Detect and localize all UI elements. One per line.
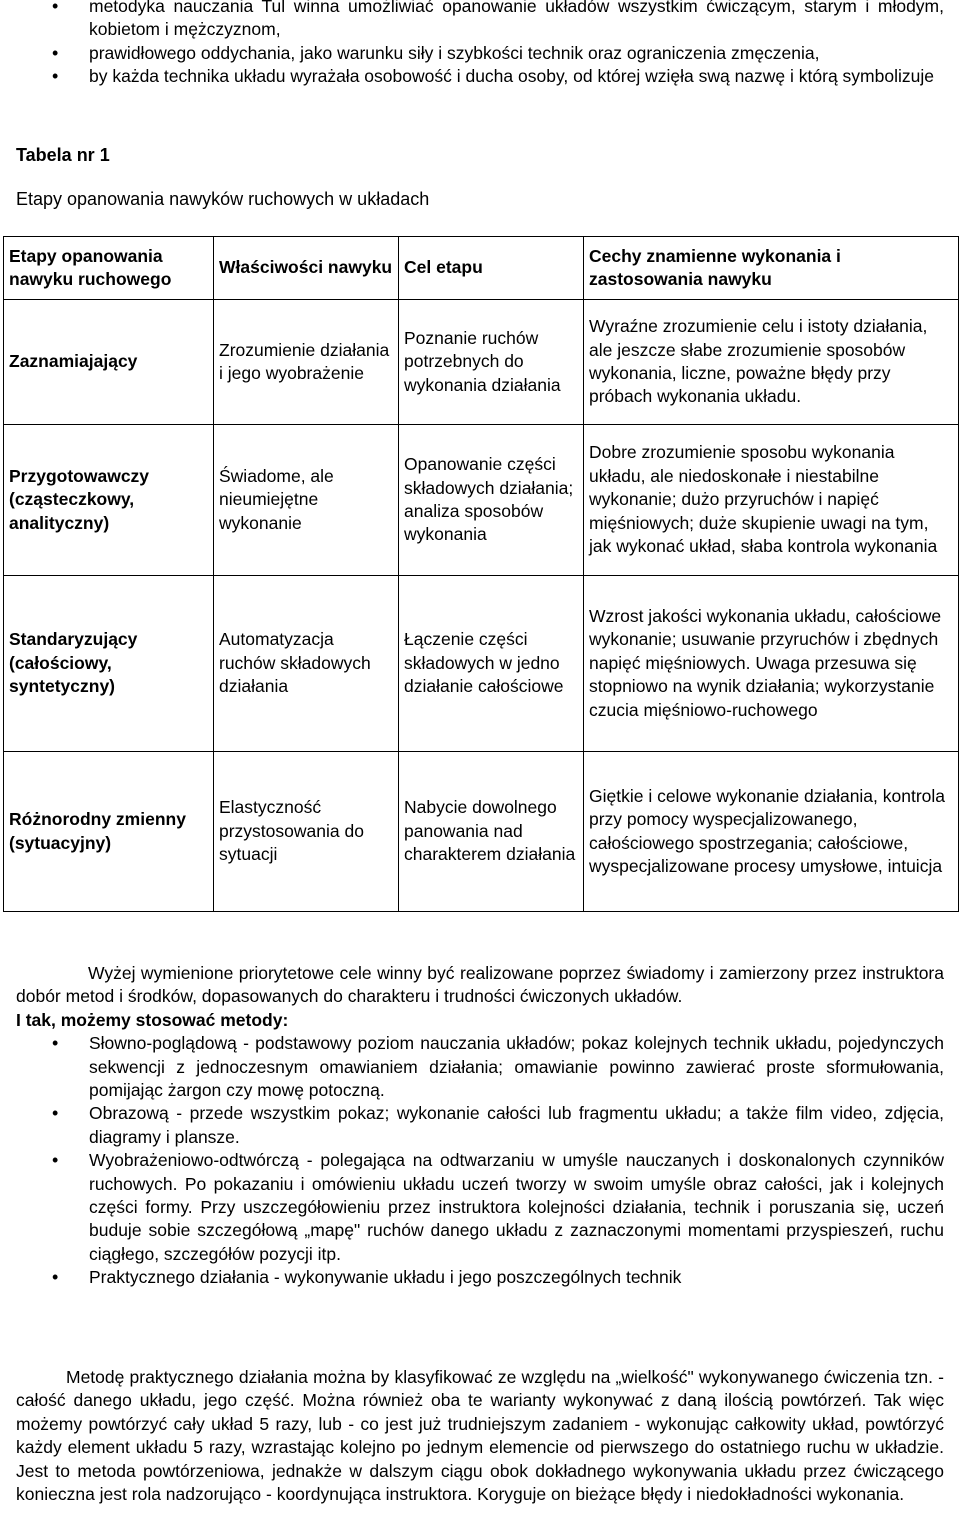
methods-list: [0, 1032, 960, 1289]
table-row: [4, 425, 959, 576]
property-cell: Automatyzacja ruchów składowych działania: [214, 576, 399, 752]
closing-section: [0, 1366, 960, 1506]
intro-paragraph: [0, 962, 960, 1009]
features-cell: Giętkie i celowe wykonanie działania, kontrola przy pomocy wyspecjalizowanego, całościowego spostrzegania; całościowe, wyspecjalizowane procesy umysłowe, intuicja: [584, 752, 959, 912]
methods-section: [0, 962, 960, 1290]
intro-paragraph-text: Wyżej wymienione priorytetowe cele winny być realizowane poprzez świadomy i zamierzony przez instruktora dobór metod i środków, dopasowanych do charakteru i trudności ćwiczonych układów.: [16, 963, 944, 1007]
stage-cell: Standaryzujący (całościowy, syntetyczny): [4, 576, 214, 752]
column-header-stages: Etapy opanowania nawyku ruchowego: [4, 237, 214, 300]
features-cell: Wyraźne zrozumienie celu i istoty działania, ale jeszcze słabe zrozumienie sposobów wykonania, liczne, poważne błędy przy próbach wykonania układu.: [584, 300, 959, 425]
goal-cell: Łączenie części składowych w jedno działanie całościowe: [399, 576, 584, 752]
table-row: [4, 752, 959, 912]
list-item: • Obrazową - przede wszystkim pokaz; wykonanie całości lub fragmentu układu; a także film video, zdjęcia, diagramy i plansze.: [0, 1102, 960, 1149]
goal-cell: Poznanie ruchów potrzebnych do wykonania działania: [399, 300, 584, 425]
stage-cell: Różnorodny zmienny (sytuacyjny): [4, 752, 214, 912]
features-cell: Dobre zrozumienie sposobu wykonania układu, ale niedoskonałe i niestabilne wykonanie; dużo przyruchów i napięć mięśniowych; duże skupienie uwagi na tym, jak wykonać układ, słaba kontrola wykonania: [584, 425, 959, 576]
goal-cell: Nabycie dowolnego panowania nad charakterem działania: [399, 752, 584, 912]
list-item: • Słowno-poglądową - podstawowy poziom nauczania układów; pokaz kolejnych technik układu, pojedynczych sekwencji z jednoczesnym omawianiem działania; omawianie powinno zawierać proste sformułowania, pomijając żargon czy mowę potoczną.: [0, 1032, 960, 1102]
table-row: [4, 576, 959, 752]
table-row: [4, 300, 959, 425]
column-header-properties: Właściwości nawyku: [214, 237, 399, 300]
list-item: • Praktycznego działania - wykonywanie układu i jego poszczególnych technik: [0, 1266, 960, 1289]
closing-paragraph: [0, 1366, 960, 1506]
list-item: • prawidłowego oddychania, jako warunku siły i szybkości technik oraz ograniczenia zmęczenia,: [0, 42, 960, 65]
methods-heading: I tak, możemy stosować metody:: [16, 1009, 289, 1030]
top-bullet-list: [0, 0, 960, 89]
table-caption: Etapy opanowania nawyków ruchowych w układach: [16, 189, 430, 209]
table-header-row: [4, 237, 959, 300]
list-item: • by każda technika układu wyrażała osobowość i ducha osoby, od której wzięła swą nazwę i którą symbolizuje: [0, 65, 960, 88]
list-item: • Wyobrażeniowo-odtwórczą - polegająca na odtwarzaniu w umyśle nauczanych i doskonalonych czynników ruchowych. Po pokazaniu i omówieniu układu uczeń tworzy w swoim umyśle obraz całości, jak i kolejnych części formy. Przy uszczegółowieniu przez instruktora kolejności działania, technik i poruszania się, uczeń buduje sobie szczegółową „mapę" ruchów danego układu z zaznaczonymi momentami przyspieszeń, ruchu ciągłego, szczegółów pozycji itp.: [0, 1149, 960, 1266]
list-item: • metodyka nauczania Tul winna umożliwiać opanowanie układów wszystkim ćwiczącym, starym i młodym, kobietom i mężczyznom,: [0, 0, 960, 42]
features-cell: Wzrost jakości wykonania układu, całościowe wykonanie; usuwanie przyruchów i zbędnych napięć mięśniowych. Uwaga przesuwa się stopniowo na wynik działania; wykorzystanie czucia mięśniowo-ruchowego: [584, 576, 959, 752]
property-cell: Świadome, ale nieumiejętne wykonanie: [214, 425, 399, 576]
closing-paragraph-text: Metodę praktycznego działania można by klasyfikować ze względu na „wielkość" wykonywanego ćwiczenia tzn. - całość danego układu, jego część. Można również oba te warianty wykonywać z daną ilością powtórzeń. Tak więc możemy powtórzyć cały układ 5 razy, lub - co jest już trudniejszym zadaniem - wykonując całkowity układ, powtórzyć każdy element układu 5 razy, wzrastając kolejno po jednym elemencie od pierwszego do ostatniego ruchu w układzie. Jest to metoda powtórzeniowa, jednakże w dalszym ciągu obok dokładnego wykonywania układu przez ćwiczącego konieczna jest rola nadzorująco - koordynująca instruktora. Koryguje on bieżące błędy i niedokładności wykonania.: [16, 1367, 944, 1505]
goal-cell: Opanowanie części składowych działania; analiza sposobów wykonania: [399, 425, 584, 576]
stage-cell: Przygotowawczy (cząsteczkowy, analityczny): [4, 425, 214, 576]
stage-cell: Zaznamiajający: [4, 300, 214, 425]
table-label: Tabela nr 1: [16, 145, 110, 165]
stages-table: [3, 236, 959, 912]
property-cell: Elastyczność przystosowania do sytuacji: [214, 752, 399, 912]
property-cell: Zrozumienie działania i jego wyobrażenie: [214, 300, 399, 425]
column-header-features: Cechy znamienne wykonania i zastosowania nawyku: [584, 237, 959, 300]
column-header-goal: Cel etapu: [399, 237, 584, 300]
